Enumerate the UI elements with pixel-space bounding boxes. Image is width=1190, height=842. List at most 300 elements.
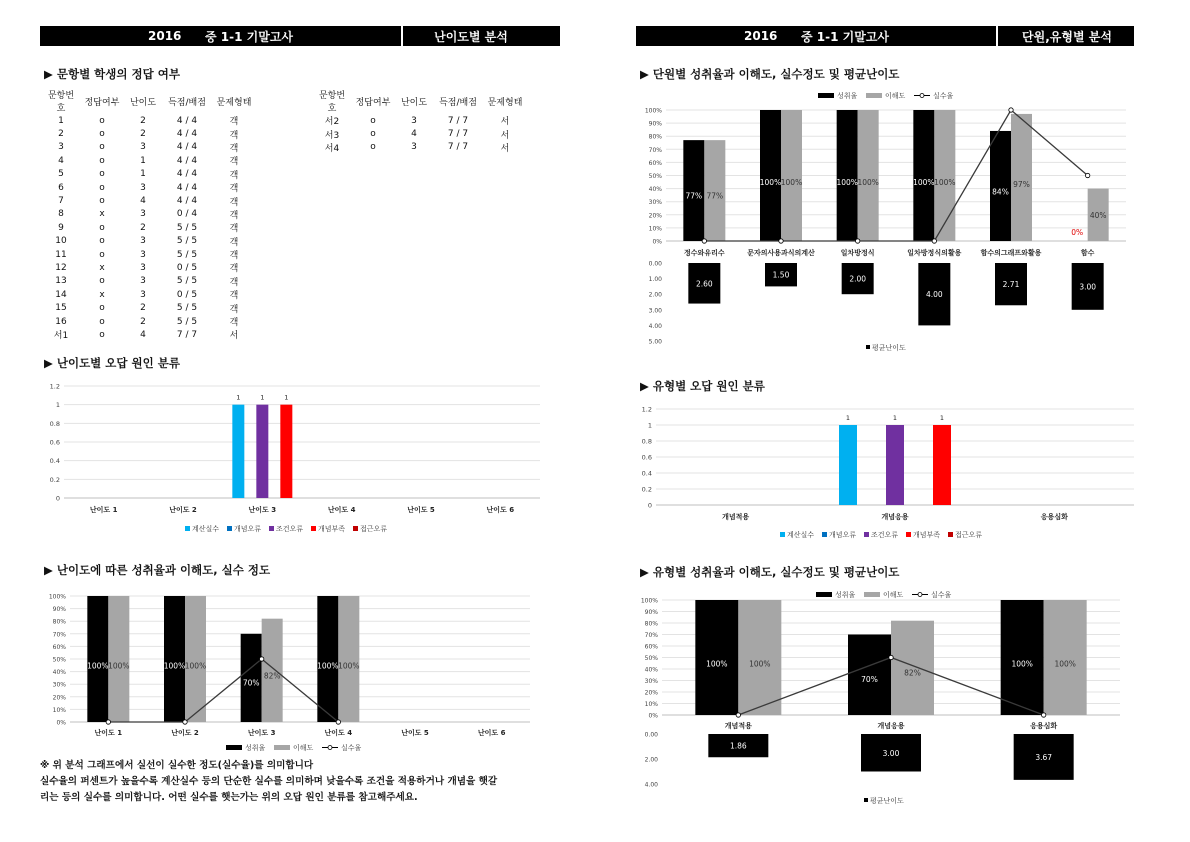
understanding-label: 97% <box>1013 179 1030 189</box>
type-errors-section-title: ▶ 유형별 오답 원인 분류 <box>640 379 765 393</box>
y-tick-label: 50% <box>648 173 662 180</box>
table-cell: 4 / 4 <box>176 169 198 180</box>
table-cell: 서3 <box>324 130 340 141</box>
answer-table-header: 득점/배점 <box>168 97 206 108</box>
table-cell: 4 <box>58 155 64 166</box>
right-header-section: 단원,유형별 분석 <box>996 26 1136 46</box>
table-cell: 서2 <box>324 117 340 128</box>
table-cell: 7 <box>58 196 64 207</box>
legend-label: 이해도 <box>885 92 906 100</box>
table-cell: 서 <box>500 130 510 141</box>
category-label: 개념응용 <box>881 513 909 521</box>
table-row <box>44 275 254 288</box>
understanding-label: 100% <box>749 659 771 669</box>
legend-swatch <box>780 532 785 537</box>
table-cell: 5 / 5 <box>176 222 198 233</box>
table-cell: 10 <box>55 236 67 247</box>
y-tick-label: 40% <box>644 666 658 674</box>
category-label: 함수 <box>1080 249 1095 257</box>
y-tick-label: 40% <box>648 186 662 194</box>
mistake-point <box>106 720 110 724</box>
category-label: 개념적용 <box>722 513 750 521</box>
left-header-bar <box>40 26 560 46</box>
mistake-point <box>1041 713 1045 717</box>
table-row <box>44 328 254 341</box>
bar <box>886 425 904 505</box>
table-cell: 2 <box>58 129 64 140</box>
category-label: 난이도 2 <box>169 506 197 514</box>
y-tick-label: 30% <box>52 681 66 689</box>
y-tick-label: 20% <box>648 212 662 220</box>
y-tick-label: 0% <box>648 712 658 720</box>
achievement-label: 100% <box>87 661 109 671</box>
table-cell: 5 / 5 <box>176 303 198 314</box>
legend-swatch <box>864 532 869 537</box>
difficulty-performance-chart <box>40 588 540 754</box>
y-tick-label: 0.2 <box>49 475 60 484</box>
understanding-bar <box>704 140 725 241</box>
achievement-label: 84% <box>992 187 1009 197</box>
difficulty-label: 2.71 <box>1002 280 1020 290</box>
note-line-2: 실수율의 퍼센트가 높을수록 계산실수 등의 단순한 실수를 의미하며 낮을수록 조건을 적용하거나 개념을 햇갈 <box>40 776 498 787</box>
understanding-label: 100% <box>857 178 879 188</box>
legend-label: 평균난이도 <box>872 344 906 352</box>
legend-swatch <box>906 532 911 537</box>
table-cell: o <box>370 115 376 126</box>
legend-label: 개념부족 <box>318 525 346 533</box>
table-cell: 객 <box>229 130 239 141</box>
achievement-bar <box>990 131 1011 241</box>
table-cell: 2 <box>140 316 146 327</box>
table-cell: 4 <box>140 196 146 207</box>
y-tick-label: 20% <box>644 689 658 697</box>
y-tick-label: 0.2 <box>641 485 652 494</box>
category-label: 난이도 5 <box>407 506 435 514</box>
table-cell: 4 / 4 <box>176 155 198 166</box>
table-cell: 객 <box>229 291 239 302</box>
table-cell: o <box>99 155 105 166</box>
table-cell: 5 / 5 <box>176 276 198 287</box>
legend-swatch <box>353 526 358 531</box>
table-cell: o <box>99 276 105 287</box>
table-row <box>44 194 254 207</box>
table-cell: 15 <box>55 303 67 314</box>
achievement-label: 100% <box>1011 659 1033 669</box>
table-cell: 5 / 5 <box>176 236 198 247</box>
unit-perf-section-title: ▶ 단원별 성취율과 이해도, 실수정도 및 평균난이도 <box>640 67 900 81</box>
legend-label: 이해도 <box>883 591 904 599</box>
achievement-bar <box>164 596 185 722</box>
answer-table-header: 문항번호 <box>47 91 75 114</box>
legend-marker <box>328 746 332 750</box>
y-tick-label: 20% <box>52 694 66 702</box>
table-cell: 3 <box>411 142 417 153</box>
table-cell: 7 / 7 <box>447 142 469 153</box>
table-cell: 서1 <box>53 331 69 342</box>
table-cell: 8 <box>58 209 64 220</box>
bar <box>232 405 244 498</box>
achievement-bar <box>1001 600 1044 715</box>
y-tick-label: 0.4 <box>641 469 652 478</box>
y-tick-label: 50% <box>644 655 658 662</box>
achievement-label: 100% <box>759 178 782 188</box>
achievement-label: 70% <box>242 678 260 688</box>
category-label: 난이도 4 <box>327 506 356 514</box>
y-tick-label: 70% <box>52 631 66 639</box>
y-tick-label: 10% <box>52 706 66 714</box>
table-cell: 객 <box>229 170 239 181</box>
legend-marker <box>920 94 924 98</box>
legend-label: 실수율 <box>931 591 952 599</box>
mistake-point <box>336 720 340 724</box>
table-cell: 3 <box>140 276 146 287</box>
y-tick-label: 100% <box>48 593 66 601</box>
difficulty-label: 4.00 <box>925 290 943 300</box>
table-cell: 객 <box>229 237 239 248</box>
category-label: 난이도 1 <box>94 729 123 737</box>
table-cell: 서4 <box>324 143 340 154</box>
mistake-point <box>889 655 893 659</box>
table-cell: 4 / 4 <box>176 196 198 207</box>
legend-swatch <box>866 93 882 98</box>
legend-label: 계산실수 <box>787 531 815 539</box>
table-row <box>44 288 254 301</box>
achievement-bar <box>760 110 781 241</box>
y-tick-label: 60% <box>52 643 66 651</box>
table-cell: 객 <box>229 143 239 154</box>
table-cell: 3 <box>140 236 146 247</box>
category-label: 난이도 6 <box>486 506 515 514</box>
table-row <box>44 315 254 328</box>
table-cell: x <box>99 262 105 273</box>
y-tick-label: 0.8 <box>49 419 60 428</box>
table-cell: 객 <box>229 264 239 275</box>
table-cell: 7 / 7 <box>447 129 469 140</box>
understanding-label: 100% <box>934 178 956 188</box>
category-label: 일차방정식의활용 <box>907 249 962 257</box>
y-tick-label: 5.00 <box>648 338 662 346</box>
table-row <box>44 301 254 314</box>
table-row <box>44 168 254 181</box>
understanding-label: 100% <box>1054 659 1076 669</box>
mistake-point <box>779 239 783 243</box>
achievement-label: 100% <box>913 178 935 188</box>
table-cell: 0 / 5 <box>176 289 198 300</box>
category-label: 난이도 4 <box>324 729 353 737</box>
table-cell: 객 <box>229 210 239 221</box>
legend-swatch <box>311 526 316 531</box>
legend-swatch <box>269 526 274 531</box>
mistake-point <box>259 657 263 661</box>
understanding-label: 40% <box>1089 210 1107 220</box>
diff-errors-section-title: ▶ 난이도별 오답 원인 분류 <box>44 356 180 370</box>
table-cell: o <box>99 236 105 247</box>
table-cell: o <box>99 196 105 207</box>
note-line-3: 리는 등의 실수를 의미합니다. 어떤 실수를 햇는가는 위의 오답 원인 분류를 참고해주세요. <box>40 792 418 803</box>
y-tick-label: 0.00 <box>644 731 658 739</box>
legend-label: 개념오류 <box>829 531 857 539</box>
understanding-label: 100% <box>108 661 130 671</box>
difficulty-label: 3.00 <box>882 748 900 758</box>
table-cell: 객 <box>229 251 239 262</box>
table-cell: 2 <box>140 303 146 314</box>
left-page <box>40 0 560 842</box>
category-label: 난이도 5 <box>401 729 429 737</box>
table-cell: o <box>99 129 105 140</box>
bar <box>280 405 292 498</box>
understanding-bar <box>738 600 781 715</box>
table-cell: 1 <box>140 155 146 166</box>
table-cell: 객 <box>229 157 239 168</box>
y-tick-label: 60% <box>648 159 662 167</box>
table-cell: 3 <box>140 142 146 153</box>
table-cell: 0 / 5 <box>176 262 198 273</box>
table-row <box>44 208 254 221</box>
table-cell: 2 <box>140 129 146 140</box>
data-label: 1 <box>260 393 265 402</box>
understanding-label: 77% <box>706 191 724 201</box>
difficulty-label: 1.86 <box>729 741 747 751</box>
table-cell: 2 <box>140 222 146 233</box>
type-perf-section-title: ▶ 유형별 성취율과 이해도, 실수정도 및 평균난이도 <box>640 565 900 579</box>
table-cell: 6 <box>58 182 64 193</box>
table-cell: o <box>370 129 376 140</box>
legend-label: 조건오류 <box>871 531 899 539</box>
table-cell: 객 <box>229 224 239 235</box>
table-cell: 3 <box>140 209 146 220</box>
y-tick-label: 2.00 <box>644 756 658 764</box>
legend-label: 접근오류 <box>955 531 983 539</box>
understanding-bar <box>108 596 129 722</box>
table-row <box>315 141 525 154</box>
category-label: 함수의그래프와활용 <box>980 249 1042 257</box>
table-cell: 객 <box>229 304 239 315</box>
y-tick-label: 80% <box>52 618 66 626</box>
legend-swatch <box>274 745 290 750</box>
left-header-year: 2016 <box>148 29 182 43</box>
mistake-point <box>736 713 740 717</box>
table-cell: 4 / 4 <box>176 142 198 153</box>
legend-label: 실수율 <box>933 92 954 100</box>
table-cell: o <box>99 182 105 193</box>
y-tick-label: 0.6 <box>641 453 652 462</box>
category-label: 난이도 2 <box>171 729 199 737</box>
table-cell: 1 <box>58 115 64 126</box>
table-row <box>44 248 254 261</box>
right-header-year: 2016 <box>744 29 778 43</box>
right-page <box>636 0 1134 842</box>
table-cell: 11 <box>55 249 67 260</box>
y-tick-label: 10% <box>644 701 658 708</box>
answer-table-header: 문제형태 <box>487 97 523 108</box>
legend-label: 접근오류 <box>360 525 388 533</box>
understanding-bar <box>781 110 802 241</box>
table-cell: 서 <box>229 331 239 342</box>
y-tick-label: 0% <box>56 719 66 727</box>
y-tick-label: 90% <box>52 606 66 614</box>
data-label: 1 <box>236 393 241 402</box>
achievement-bar <box>317 596 338 722</box>
answer-table-header: 정답여부 <box>355 97 391 108</box>
legend-swatch <box>226 745 242 750</box>
y-tick-label: 0.6 <box>49 438 60 447</box>
mistake-point <box>1085 173 1089 177</box>
y-tick-label: 90% <box>644 609 658 616</box>
table-row <box>44 235 254 248</box>
left-header-title: 중 1-1 기말고사 <box>205 29 293 44</box>
understanding-bar <box>262 619 283 722</box>
y-tick-label: 1 <box>55 401 60 410</box>
category-label: 응용심화 <box>1030 722 1058 730</box>
y-tick-label: 0.8 <box>641 437 652 446</box>
category-label: 난이도 1 <box>89 506 118 514</box>
mistake-line <box>108 659 338 722</box>
legend-swatch <box>227 526 232 531</box>
legend-label: 계산실수 <box>192 525 220 533</box>
y-tick-label: 60% <box>644 643 658 651</box>
y-tick-label: 70% <box>648 146 662 154</box>
table-cell: 4 / 4 <box>176 129 198 140</box>
table-row <box>44 141 254 154</box>
data-label: 1 <box>284 393 289 402</box>
table-cell: o <box>99 169 105 180</box>
table-cell: 3 <box>140 249 146 260</box>
y-tick-label: 3.00 <box>648 307 662 315</box>
legend-label: 개념오류 <box>234 525 262 533</box>
achievement-bar <box>87 596 108 722</box>
table-cell: 5 / 5 <box>176 316 198 327</box>
mistake-point <box>1009 108 1013 112</box>
difficulty-label: 2.00 <box>849 274 867 284</box>
legend-swatch <box>185 526 190 531</box>
table-cell: 16 <box>55 316 67 327</box>
mistake-point <box>855 239 859 243</box>
unit-performance-chart <box>636 88 1134 356</box>
legend-marker <box>918 593 922 597</box>
y-tick-label: 100% <box>644 107 662 115</box>
table-row <box>315 114 525 127</box>
bar <box>256 405 268 498</box>
legend-swatch <box>864 592 880 597</box>
mistake-point <box>183 720 187 724</box>
category-label: 문자의사용과식의계산 <box>747 249 815 257</box>
table-cell: 3 <box>140 182 146 193</box>
table-cell: 서 <box>500 143 510 154</box>
understanding-bar <box>1044 600 1087 715</box>
y-tick-label: 1.2 <box>49 382 60 391</box>
achievement-label: 100% <box>836 178 858 188</box>
answers-section-title: ▶ 문항별 학생의 정답 여부 <box>44 67 180 81</box>
answer-table-header: 난이도 <box>400 97 428 108</box>
category-label: 개념적용 <box>724 722 752 730</box>
right-header-title: 중 1-1 기말고사 <box>801 29 889 44</box>
table-cell: 1 <box>140 169 146 180</box>
table-cell: 4 <box>140 329 146 340</box>
understanding-bar <box>858 110 879 241</box>
y-tick-label: 4.00 <box>648 322 662 330</box>
category-label: 난이도 6 <box>477 729 506 737</box>
y-tick-label: 1 <box>647 421 652 430</box>
mistake-point <box>702 239 706 243</box>
y-tick-label: 1.2 <box>641 405 652 414</box>
answer-table-main <box>44 88 254 342</box>
category-label: 정수와유리수 <box>684 249 725 257</box>
table-cell: o <box>99 249 105 260</box>
legend-label: 개념부족 <box>913 531 941 539</box>
data-label: 1 <box>892 414 898 422</box>
y-tick-label: 70% <box>644 632 658 639</box>
bar <box>933 425 951 505</box>
understanding-label: 82% <box>263 671 281 681</box>
category-label: 난이도 3 <box>247 729 276 737</box>
table-cell: 3 <box>411 115 417 126</box>
achievement-bar <box>837 110 858 241</box>
mistake-point <box>932 239 936 243</box>
type-error-chart <box>636 400 1134 542</box>
y-tick-label: 2.00 <box>648 291 662 299</box>
answer-table-essay <box>315 88 525 154</box>
y-tick-label: 30% <box>644 678 658 685</box>
type-performance-chart <box>636 586 1134 808</box>
difficulty-label: 3.67 <box>1035 752 1053 762</box>
legend-label: 성취율 <box>835 591 856 599</box>
table-cell: 3 <box>140 262 146 273</box>
y-tick-label: 30% <box>648 199 662 207</box>
table-row <box>44 127 254 140</box>
answer-table-header: 문제형태 <box>216 97 252 108</box>
y-tick-label: 4.00 <box>644 781 658 789</box>
legend-label: 성취율 <box>245 744 266 752</box>
y-tick-label: 50% <box>52 656 66 664</box>
y-tick-label: 10% <box>648 225 662 233</box>
legend-swatch <box>822 532 827 537</box>
table-cell: x <box>99 209 105 220</box>
legend-label: 이해도 <box>293 744 314 752</box>
legend-label: 실수율 <box>341 744 362 752</box>
legend-swatch <box>816 592 832 597</box>
diff-perf-section-title: ▶ 난이도에 따른 성취율과 이해도, 실수 정도 <box>44 563 271 577</box>
y-tick-label: 0% <box>652 238 662 246</box>
table-cell: 0 / 4 <box>176 209 198 220</box>
y-tick-label: 80% <box>648 133 662 141</box>
legend-swatch <box>948 532 953 537</box>
table-cell: o <box>370 142 376 153</box>
table-cell: 4 / 4 <box>176 182 198 193</box>
y-tick-label: 100% <box>640 597 658 605</box>
table-cell: 객 <box>229 277 239 288</box>
table-cell: 7 / 7 <box>447 115 469 126</box>
difficulty-label: 3.00 <box>1079 282 1097 292</box>
y-tick-label: 0 <box>647 501 652 510</box>
understanding-bar <box>185 596 206 722</box>
category-label: 일차방정식 <box>840 249 875 257</box>
answer-table-header: 난이도 <box>129 97 157 108</box>
understanding-label: 82% <box>904 668 921 678</box>
table-row <box>44 181 254 194</box>
table-row <box>44 114 254 127</box>
achievement-label: 70% <box>861 674 878 684</box>
table-cell: 객 <box>229 184 239 195</box>
y-tick-label: 0.00 <box>648 260 662 268</box>
y-tick-label: 80% <box>644 620 658 628</box>
table-cell: 14 <box>55 289 67 300</box>
table-cell: x <box>99 289 105 300</box>
right-header-bar <box>636 26 1134 46</box>
difficulty-label: 2.60 <box>695 279 713 289</box>
legend-swatch <box>864 798 868 802</box>
table-cell: 객 <box>229 318 239 329</box>
achievement-label: 77% <box>685 191 703 201</box>
